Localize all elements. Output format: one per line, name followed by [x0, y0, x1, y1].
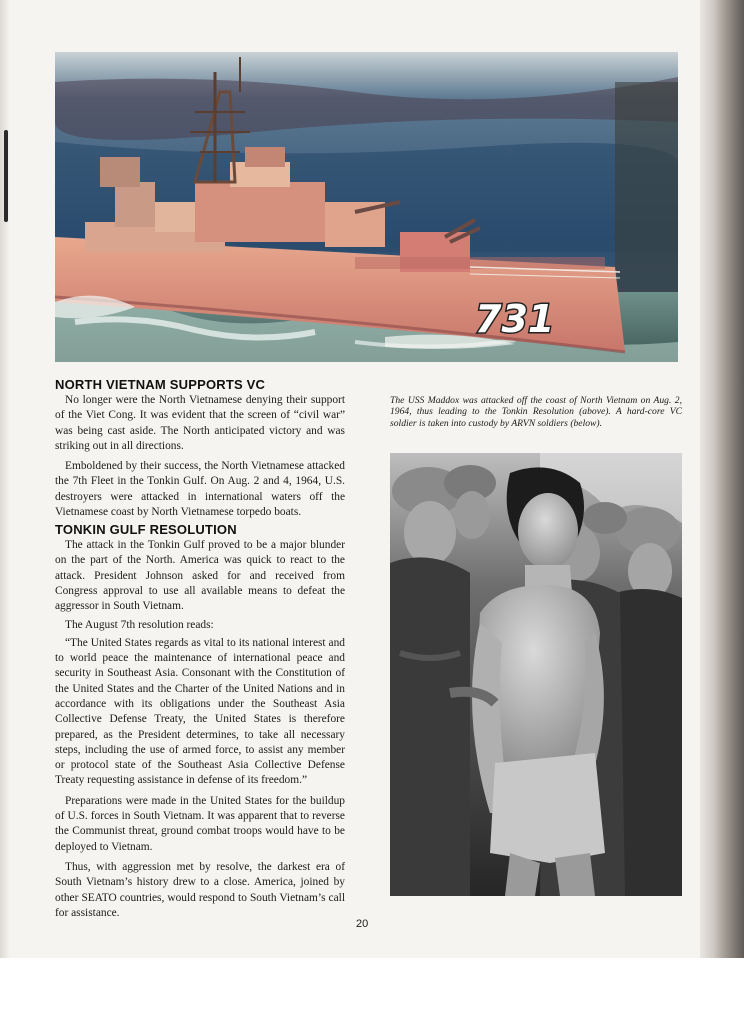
binding-mark: [4, 130, 8, 222]
paragraph: The attack in the Tonkin Gulf proved to be a major blunder on the part of the North. America was quick to react to the attack. President Johnson asked for and received from Congress approval to use all available means to defeat the aggressor in South Vietnam.: [55, 539, 345, 613]
page-edge-shadow: [700, 0, 744, 960]
resolution-quote: “The United States regards as vital to its national interest and to world peace the maintenance of international peace and security in Southeast Asia. Consonant with the Constitution of the United States and the Charter of the United Nations and in accordance with its obligations under the Southeast Asia Collective Defense Treaty, the United States is therefore prepared, as the President determines, to take all necessary steps, including the use of armed force, to assist any member or protocol state of the Southeast Asia Collective Defense Treaty requesting assistance in defense of its freedom.”: [55, 636, 345, 787]
paragraph: The August 7th resolution reads:: [65, 619, 214, 632]
soldier-photograph: [390, 453, 682, 896]
hull-number: 731: [475, 297, 555, 341]
ship-painting: [55, 52, 678, 362]
destroyer-illustration: [55, 52, 678, 362]
paragraph: No longer were the North Vietnamese denying their support of the Viet Cong. It was evident that the screen of “civil war” was being cast aside. The North anticipated victory and was striking out in all directions.: [55, 394, 345, 452]
section-body-north-vietnam: [55, 393, 345, 520]
scan-margin: [0, 958, 744, 1023]
page-number: 20: [356, 918, 369, 930]
vc-soldier-photo: [390, 453, 682, 896]
paragraph: Emboldened by their success, the North Vietnamese attacked the 7th Fleet in the Tonkin Gulf. On Aug. 2 and 4, 1964, U.S. destroyers were attacked in international waters off the Vietnamese coast by North Vietnamese torpedo boats.: [55, 460, 345, 519]
section-heading-tonkin: TONKIN GULF RESOLUTION: [55, 522, 237, 537]
paragraph: Preparations were made in the United States for the buildup of U.S. forces in South Vietnam. It was apparent that to reverse the Communist threat, ground combat troops would have to be deployed to Vietnam.: [55, 794, 345, 853]
section-body-tonkin: [55, 538, 345, 921]
section-heading-north-vietnam: NORTH VIETNAM SUPPORTS VC: [55, 377, 266, 392]
paragraph: Thus, with aggression met by resolve, the darkest era of South Vietnam’s history drew to a close. America, joined by other SEATO countries, would respond to South Vietnam’s call for assistance.: [55, 860, 345, 919]
photo-caption: The USS Maddox was attacked off the coast of North Vietnam on Aug. 2, 1964, thus leading to the Tonkin Resolution (above). A hard-core VC soldier is taken into custody by ARVN soldiers (below).: [390, 395, 682, 429]
